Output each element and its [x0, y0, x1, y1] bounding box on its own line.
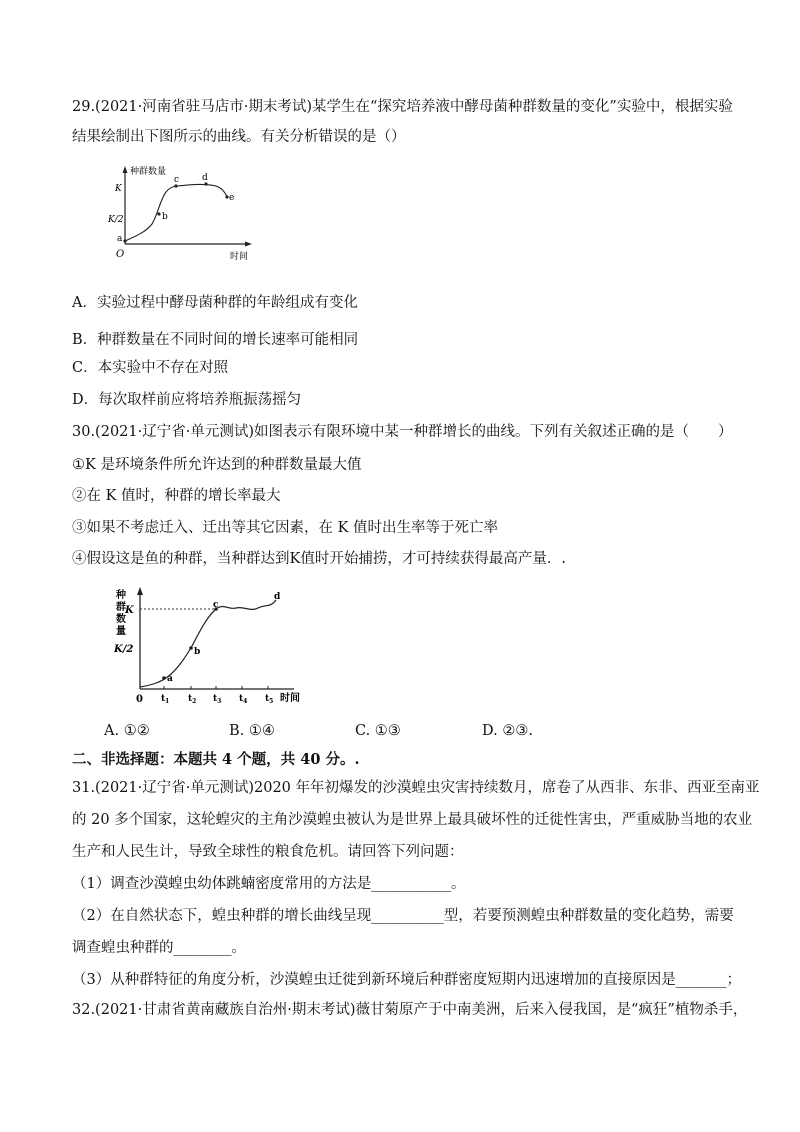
q30-curve — [140, 600, 276, 687]
q30-xlabel: 时间 — [280, 693, 300, 704]
q30-ylabel-char-3: 数 — [116, 614, 126, 625]
q31-line2: 的 20 多个国家，这轮蝗灾的主角沙漠蝗虫被认为是世界上最具破坏性的迁徙性害虫，严重威胁当地的农业 — [72, 812, 753, 828]
q30-tick-4: $t_4$ — [239, 694, 248, 705]
q29-figure — [108, 162, 258, 267]
q30-statement-3: ③如果不考虑迁入、迁出等其它因素，在 K 值时出生率等于死亡率 — [72, 520, 499, 536]
q29-point-b — [157, 212, 160, 215]
q29-stem-line1: 29.(2021·河南省驻马店市·期末考试)某学生在“探究培养液中酵母菌种群数量的变化”实验中，根据实验 — [72, 99, 733, 115]
q31-sub2a: （2）在自然状态下，蝗虫种群的增长曲线呈现__________型，若要预测蝗虫种群数量的变化趋势，需要 — [72, 908, 734, 924]
q30-point-c-label: c — [213, 600, 219, 610]
q30-statement-4: ④假设这是鱼的种群，当种群达到K值时开始捕捞，才可持续获得最高产量．. — [72, 551, 566, 567]
q30-ylabel-char-2: 群 — [116, 602, 126, 613]
q29-khalf-label: K/2 — [108, 215, 124, 225]
q29-option-d: D．每次取样前应将培养瓶振荡摇匀 — [72, 392, 302, 408]
q30-stem: 30.(2021·辽宁省·单元测试)如图表示有限环境中某一种群增长的曲线。下列有关叙述正确的是（ ） — [72, 424, 733, 440]
q29-point-b-label: b — [162, 212, 168, 222]
q31-sub2b: 调查蝗虫种群的________。 — [72, 940, 246, 956]
q31-line3: 生产和人民生计，导致全球性的粮食危机。请回答下列问题： — [72, 844, 464, 860]
q30-point-d-label: d — [274, 592, 281, 602]
q32-line1: 32.(2021·甘肃省黄南藏族自治州·期末考试)薇甘菊原产于中南美洲，后来入侵我国，是“疯狂”植物杀手， — [72, 1002, 748, 1018]
q30-ylabel-char-1: 种 — [116, 590, 126, 601]
q29-xlabel: 时间 — [230, 252, 249, 262]
q29-point-e-label: e — [229, 193, 235, 203]
q30-point-b-label: b — [194, 647, 201, 657]
q30-tick-1: $t_1$ — [161, 694, 170, 705]
q29-point-a-label: a — [117, 234, 123, 244]
q29-option-a: A．实验过程中酵母菌种群的年龄组成有变化 — [72, 295, 358, 311]
q30-figure — [112, 586, 312, 711]
q30-statement-2: ②在 K 值时，种群的增长率最大 — [72, 488, 281, 504]
q30-tick-5: $t_5$ — [265, 694, 274, 705]
q31-sub3: （3）从种群特征的角度分析，沙漠蝗虫迁徙到新环境后种群密度短期内迅速增加的直接原因是_______； — [72, 972, 741, 988]
q30-statement-1: ①K 是环境条件所允许达到的种群数量最大值 — [72, 457, 362, 473]
q29-origin: O — [116, 249, 125, 260]
q29-point-a — [123, 239, 126, 242]
section-2-heading: 二、非选择题：本题共 4 个题，共 40 分。. — [72, 751, 360, 768]
q30-tick-2: $t_2$ — [188, 694, 197, 705]
q30-option-a: A. ①② — [104, 723, 150, 739]
q30-option-d: D. ②③. — [482, 723, 533, 739]
q30-point-b — [189, 646, 193, 650]
q31-sub1: （1）调查沙漠蝗虫幼体跳蝻密度常用的方法是___________。 — [72, 876, 466, 892]
q30-k-label: K — [125, 605, 134, 616]
q29-k-label: K — [115, 184, 122, 194]
q30-khalf-label: K/2 — [114, 644, 134, 655]
q30-point-a-label: a — [167, 674, 173, 684]
q30-option-c: C. ①③ — [355, 723, 401, 739]
q30-ylabel-char-4: 量 — [116, 626, 126, 637]
q31-line1: 31.(2021·辽宁省·单元测试)2020 年年初爆发的沙漠蝗虫灾害持续数月，席卷了从西非、东非、西亚至南亚 — [72, 780, 760, 796]
q29-option-b: B．种群数量在不同时间的增长速率可能相同 — [72, 332, 359, 348]
q29-stem-line2: 结果绘制出下图所示的曲线。有关分析错误的是（） — [72, 129, 406, 145]
q29-point-c-label: c — [174, 175, 180, 185]
q30-point-a — [162, 676, 166, 680]
q29-option-c: C．本实验中不存在对照 — [72, 360, 229, 376]
q30-option-b: B. ①④ — [229, 723, 275, 739]
q29-ylabel: 种群数量 — [130, 167, 167, 177]
q29-point-d-label: d — [202, 173, 208, 183]
q30-tick-3: $t_3$ — [213, 694, 222, 705]
q30-origin: 0 — [136, 694, 143, 705]
q29-curve — [125, 184, 227, 241]
